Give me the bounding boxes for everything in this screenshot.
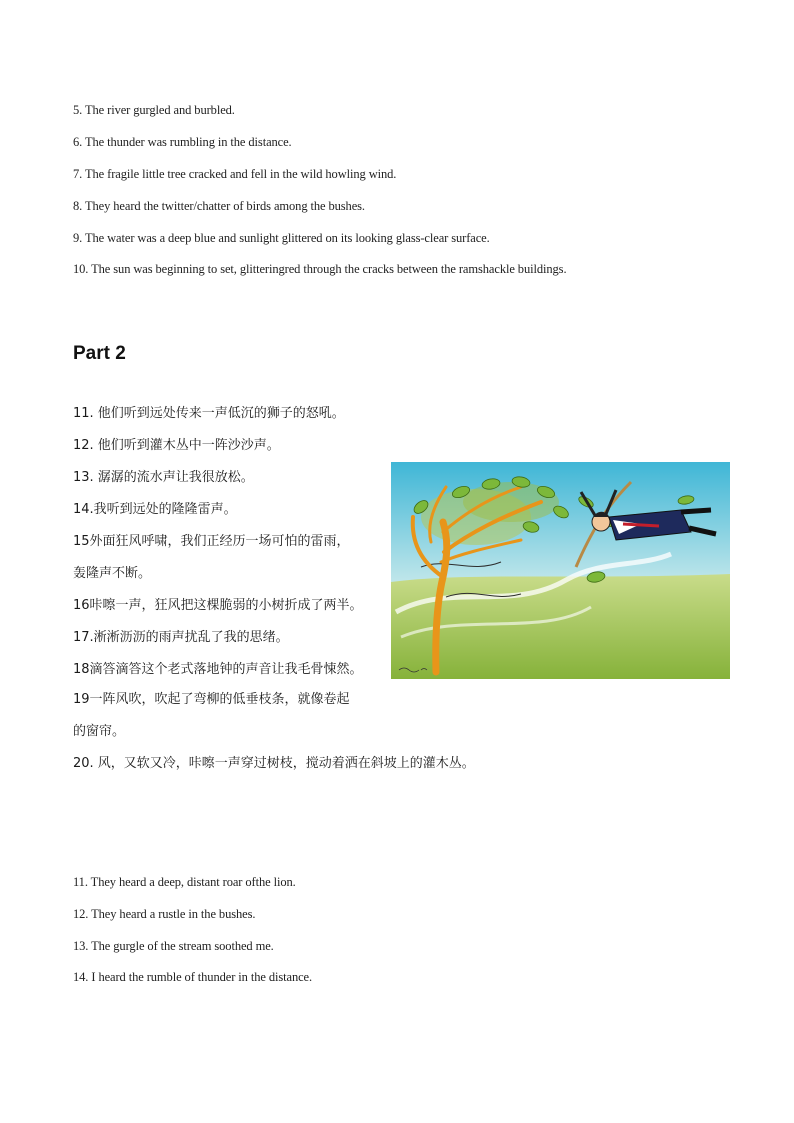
chinese-line-19b: 的窗帘。	[73, 724, 126, 739]
translation-12: 12. They heard a rustle in the bushes.	[73, 907, 256, 921]
sentence-7: 7. The fragile little tree cracked and fell in the wild howling wind.	[73, 167, 397, 181]
sentence-9: 9. The water was a deep blue and sunlight glittered on its looking glass-clear surface.	[73, 231, 490, 245]
sentence-6: 6. The thunder was rumbling in the distance.	[73, 135, 292, 149]
chinese-line-19a: 19一阵风吹，吹起了弯柳的低垂枝条，就像卷起	[73, 692, 350, 707]
translation-13: 13. The gurgle of the stream soothed me.	[73, 939, 274, 953]
chinese-line-17: 17.淅淅沥沥的雨声扰乱了我的思绪。	[73, 630, 289, 645]
chinese-line-12: 12. 他们听到灌木丛中一阵沙沙声。	[73, 438, 280, 453]
translation-14: 14. I heard the rumble of thunder in the distance.	[73, 970, 313, 984]
chinese-line-16: 16咔嚓一声，狂风把这棵脆弱的小树折成了两半。	[73, 598, 363, 613]
chinese-line-14: 14.我听到远处的隆隆雷声。	[73, 502, 237, 517]
chinese-line-11: 11. 他们听到远处传来一声低沉的狮子的怒吼。	[73, 406, 345, 421]
chinese-line-15b: 轰隆声不断。	[73, 566, 152, 581]
chinese-line-13: 13. 潺潺的流水声让我很放松。	[73, 470, 254, 485]
part-2-heading: Part 2	[73, 343, 126, 364]
translation-11: 11. They heard a deep, distant roar ofthe lion.	[73, 875, 296, 889]
sentence-8: 8. They heard the twitter/chatter of birds among the bushes.	[73, 199, 365, 213]
sentence-5: 5. The river gurgled and burbled.	[73, 103, 235, 117]
chinese-line-15a: 15外面狂风呼啸，我们正经历一场可怕的雷雨，	[73, 534, 350, 549]
chinese-line-18: 18滴答滴答这个老式落地钟的声音让我毛骨悚然。	[73, 662, 363, 677]
wind-tree-illustration	[391, 462, 730, 679]
sentence-10: 10. The sun was beginning to set, glitteringred through the cracks between the ramshackle buildings.	[73, 262, 567, 276]
chinese-line-20: 20. 风，又软又冷，咔嚓一声穿过树枝，搅动着洒在斜坡上的灌木丛。	[73, 756, 475, 771]
